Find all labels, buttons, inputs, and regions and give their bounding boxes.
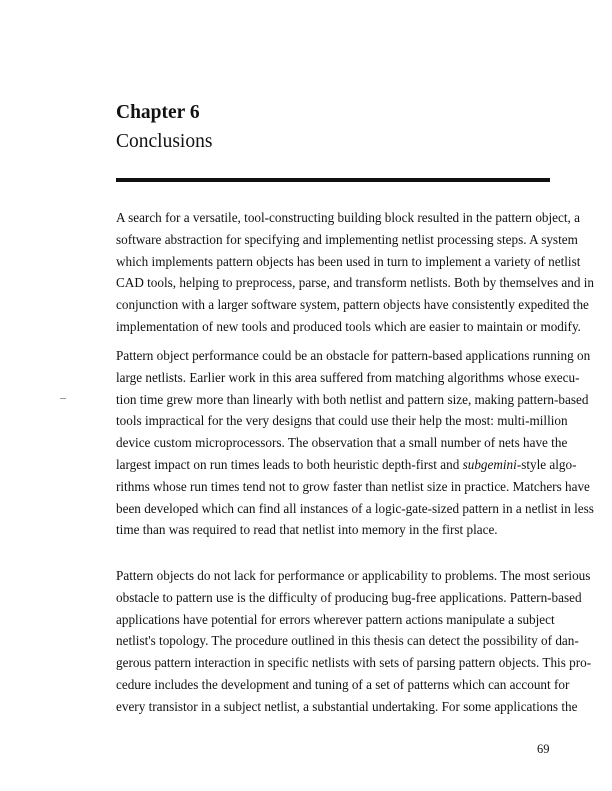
chapter-title: Conclusions (116, 131, 213, 152)
text-line: implementation of new tools and produced tools which are easier to maintain or modify. (116, 318, 581, 334)
text-line: conjunction with a larger software system, pattern objects have consistently expedited the (116, 297, 589, 313)
text-line: which implements pattern objects has been used in turn to implement a variety of netlist (116, 253, 581, 269)
margin-mark (60, 398, 66, 399)
text-line: A search for a versatile, tool-constructing building block resulted in the pattern object, a (116, 210, 580, 225)
text-line: software abstraction for specifying and implementing netlist processing steps. A system (116, 231, 578, 247)
text-line: time than was required to read that netlist into memory in the first place. (116, 522, 498, 538)
text-line: gerous pattern interaction in specific netlists with sets of parsing pattern objects. This pro- (116, 655, 592, 671)
text-line: tools impractical for the very designs that could use their help the most: multi-million (116, 413, 568, 429)
text-line: cedure includes the development and tuning of a set of patterns which can account for (116, 676, 570, 692)
text-line: large netlists. Earlier work in this area suffered from matching algorithms whose execu- (116, 369, 580, 385)
text-line: obstacle to pattern use is the difficulty of producing bug-free applications. Pattern-based (116, 589, 582, 605)
text-line: Pattern objects do not lack for performance or applicability to problems. The most serious (116, 568, 591, 583)
text-segment: -style algo- (516, 456, 577, 472)
paragraph-2 (116, 345, 594, 541)
page-number: 69 (537, 742, 550, 756)
text-line: Pattern object performance could be an obstacle for pattern-based applications running on (116, 348, 591, 363)
text-line: CAD tools, helping to preprocess, parse, and transform netlists. Both by themselves and in (116, 275, 594, 291)
text-line: every transistor in a subject netlist, a substantial undertaking. For some applications the (116, 698, 578, 714)
text-line: been developed which can find all instances of a logic-gate-sized pattern in a netlist in less (116, 500, 594, 516)
italic-term: subgemini (462, 456, 517, 472)
title-rule (116, 178, 550, 182)
text-segment: largest impact on run times leads to both heuristic depth-first and (116, 456, 463, 472)
chapter-label: Chapter 6 (116, 102, 200, 123)
text-line: applications have potential for errors wherever pattern actions manipulate a subject (116, 611, 555, 627)
paragraph-3 (116, 565, 591, 718)
paragraph-1 (116, 207, 594, 338)
text-line: tion time grew more than linearly with both netlist and pattern size, making pattern-based (116, 391, 589, 407)
text-line: device custom microprocessors. The observation that a small number of nets have the (116, 435, 568, 451)
text-line: netlist's topology. The procedure outlined in this thesis can detect the possibility of dan- (116, 633, 579, 649)
text-line-with-italic (116, 454, 594, 476)
text-line: rithms whose run times tend not to grow faster than netlist size in practice. Matchers have (116, 478, 590, 494)
